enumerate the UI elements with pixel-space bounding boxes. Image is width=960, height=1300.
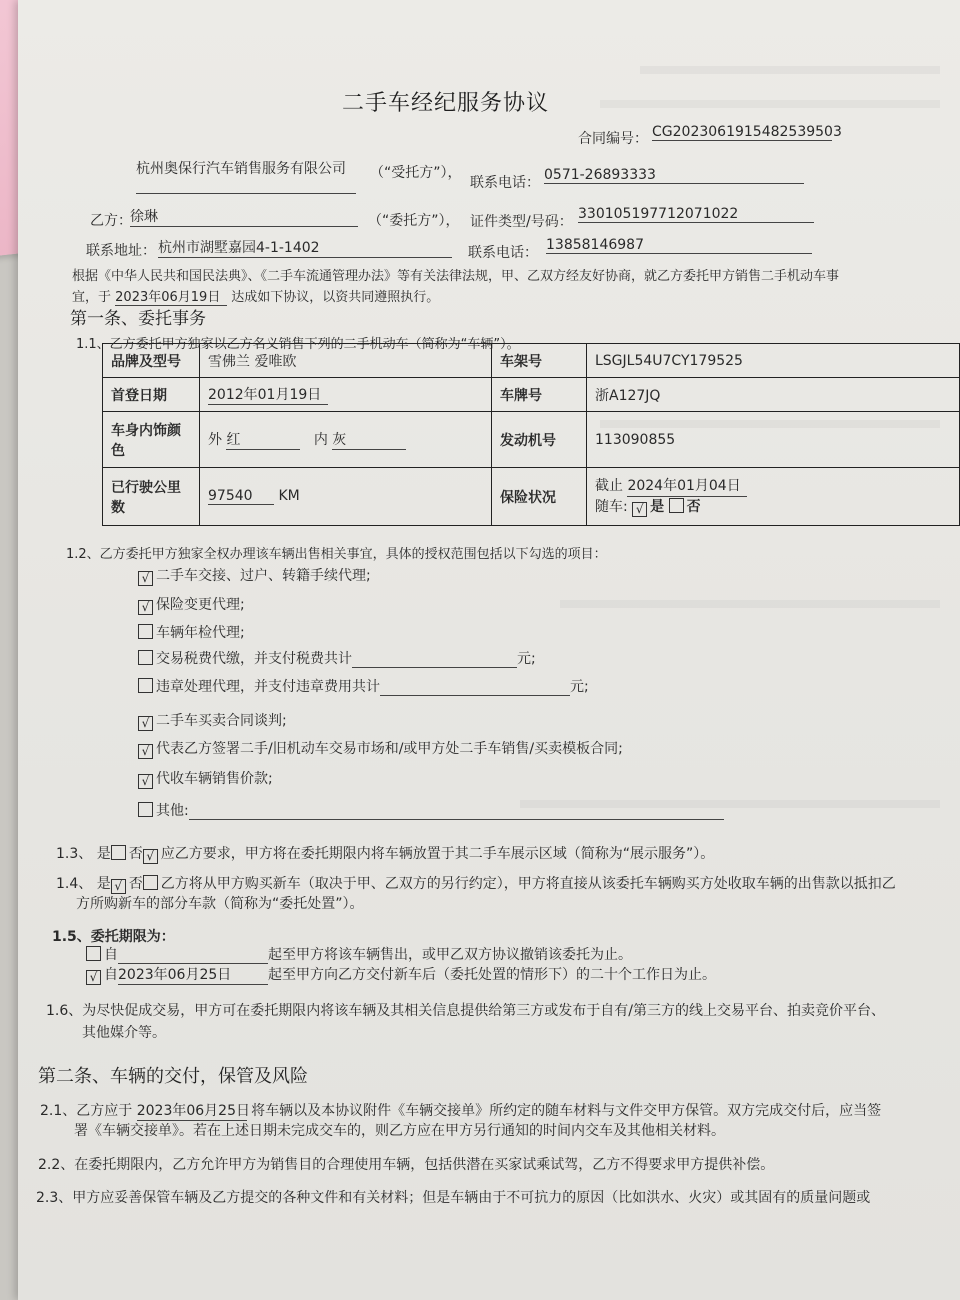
ins-with-label: 随车: (595, 499, 628, 515)
authorization-item (138, 768, 273, 789)
clause-1-4-cont: 方所购新车的部分车款（简称为“委托处置”）。 (76, 896, 364, 912)
clause-1-6-cont: 其他媒介等。 (82, 1025, 166, 1041)
authorization-text: 代收车辆销售价款; (156, 771, 273, 787)
authorization-text: 保险变更代理; (156, 597, 245, 613)
c13-yes-checkbox[interactable] (111, 845, 126, 860)
authorization-checkbox[interactable] (138, 624, 153, 639)
authorization-text: 二手车买卖合同谈判; (156, 713, 287, 729)
authorization-suffix: 元; (517, 651, 536, 667)
party-a-role: （“受托方”）， (370, 165, 462, 181)
engine-label: 发动机号 (492, 412, 587, 468)
authorization-text: 代表乙方签署二手/旧机动车交易市场和/或甲方处二手车销售/买卖模板合同; (156, 741, 623, 757)
engine-value: 113090855 (587, 412, 960, 468)
plate-label: 车牌号 (492, 378, 587, 412)
vin-value: LSGJL54U7CY179525 (587, 344, 960, 378)
authorization-text: 其他: (156, 803, 189, 819)
brand-value: 雪佛兰 爱唯欧 (200, 344, 492, 378)
party-b-role: （“委托方”）， (368, 213, 460, 229)
authorization-checkbox[interactable] (138, 678, 153, 693)
contract-no: CG20230619154825395​03 (652, 124, 842, 140)
brand-label: 品牌及型号 (103, 344, 200, 378)
authorization-checkbox[interactable]: √ (138, 600, 153, 615)
ins-yes-checkbox[interactable]: √ (632, 502, 647, 517)
authorization-text: 二手车交接、过户、转籍手续代理; (156, 568, 371, 584)
vehicle-info-table (102, 343, 960, 526)
km-cell (200, 468, 492, 526)
term-2-date: 2023年06月25日 (118, 964, 268, 985)
c14-yes-checkbox[interactable]: √ (111, 879, 126, 894)
authorization-checkbox[interactable]: √ (138, 774, 153, 789)
term-option-1: 自 起至甲方将该车辆售出，或甲乙双方协议撤销该委托为止。 (86, 944, 632, 964)
authorization-item (138, 622, 245, 642)
clause-1-3: 1.3、 是 否 √ 应乙方要求，甲方将在委托期限内将车辆放置于其二手车展示区域（简称为“展示服务”）。 (56, 846, 715, 863)
vin-label: 车架号 (492, 344, 587, 378)
authorization-item (138, 710, 287, 731)
intro-date: 2023年06月19日 (115, 286, 227, 306)
blank-line (380, 679, 570, 696)
intro-line-1: 根据《中华人民共和国民法典》、《二手车流通管理办法》等有关法律法规，甲、乙双方经友好协商，就乙方委托甲方销售二手机动车事 (72, 269, 840, 284)
term-option-2: √ 自2023年06月25日 起至甲方向乙方交付新车后（委托处置的情形下）的二十个工作日为止。 (86, 964, 716, 985)
term-2-checkbox[interactable]: √ (86, 970, 101, 985)
authorization-text: 交易税费代缴，并支付税费共计 (156, 651, 352, 667)
authorization-checkbox[interactable]: √ (138, 571, 153, 586)
clause-2-1-cont: 署《车辆交接单》。若在上述日期未完成交车的，则乙方应在甲方另行通知的时间内交车及其他相关材料。 (74, 1123, 725, 1139)
party-b-tel: 13858146987 (546, 237, 812, 254)
bleed-through (600, 100, 940, 108)
id-number: 330105197712071022 (578, 206, 814, 223)
color-cell (200, 412, 492, 468)
authorization-text: 违章处理代理，并支付违章费用共计 (156, 679, 380, 695)
km-value: 97540 (208, 488, 274, 505)
party-b-label: 乙方： (90, 213, 132, 229)
ext-value: 红 (226, 429, 300, 450)
article-1-heading: 第一条、委托事务 (70, 309, 206, 329)
authorization-item (138, 594, 245, 615)
authorization-checkbox[interactable]: √ (138, 716, 153, 731)
clause-2-2: 2.2、在委托期限内，乙方允许甲方为销售目的合理使用车辆，包括供潜在买家试乘试驾，乙方不得要求甲方提供补偿。 (38, 1157, 775, 1173)
blank-line (189, 803, 724, 820)
ins-until-value: 2024年01月04日 (627, 476, 747, 497)
authorization-checkbox[interactable]: √ (138, 744, 153, 759)
authorization-item (138, 648, 536, 668)
party-a-underline (136, 193, 356, 194)
clause-1-2: 1.2、乙方委托甲方独家全权办理该车辆出售相关事宜，具体的授权范围包括以下勾选的项目： (66, 547, 607, 562)
authorization-suffix: 元; (570, 679, 589, 695)
party-a-tel-label: 联系电话： (470, 175, 540, 191)
delivery-date: 2023年06月25日 (137, 1100, 247, 1121)
plate-value: 浙A127JQ (587, 378, 960, 412)
ins-until-label: 截止 (595, 478, 623, 494)
km-label: 已行驶公里数 (103, 468, 200, 526)
party-a-tel: 0571-26893333 (544, 167, 804, 184)
ins-no-label: 否 (686, 499, 701, 515)
authorization-checkbox[interactable] (138, 802, 153, 817)
insurance-cell (587, 468, 960, 526)
article-2-heading: 第二条、车辆的交付，保管及风险 (38, 1066, 308, 1087)
authorization-item (138, 738, 623, 759)
clause-1-5: 1.5、委托期限为： (52, 929, 175, 945)
address-label: 联系地址： (86, 243, 156, 259)
reg-date-label: 首登日期 (103, 378, 200, 412)
clause-1-6: 1.6、为尽快促成交易，甲方可在委托期限内将该车辆及其相关信息提供给第三方或发布于自有/第三方的线上交易平台、拍卖竞价平台、 (46, 1003, 885, 1019)
term-1-checkbox[interactable] (86, 946, 101, 961)
id-label: 证件类型/号码： (470, 214, 573, 230)
party-b-tel-label: 联系电话： (468, 245, 538, 261)
reg-date-value: 2012年01月19日 (208, 384, 328, 405)
int-label: 内 (313, 432, 328, 448)
authorization-checkbox[interactable] (138, 650, 153, 665)
doc-title: 二手车经纪服务协议 (342, 91, 550, 116)
insurance-label: 保险状况 (492, 468, 587, 526)
party-b-name: 徐琳 (130, 206, 358, 227)
ins-yes-label: 是 (650, 499, 665, 515)
int-value: 灰 (332, 429, 406, 450)
blank-line (352, 651, 517, 668)
c13-no-checkbox[interactable]: √ (143, 849, 158, 864)
party-a-name: 杭州奥保行汽车销售服务有限公司 (136, 161, 346, 177)
clause-1-4: 1.4、 是 √ 否 乙方将从甲方购买新车（取决于甲、乙双方的另行约定），甲方将直接从该委托车辆购买方处收取车辆的出售款以抵扣乙 (56, 876, 896, 893)
bleed-through (560, 600, 940, 608)
c14-no-checkbox[interactable] (143, 875, 158, 890)
clause-1-1: 1.1、乙方委托甲方独家以乙方名义销售下列的二手机动车（简称为“车辆”）。 (76, 337, 520, 352)
km-unit: KM (278, 488, 300, 504)
reg-date-cell (200, 378, 492, 412)
authorization-text: 车辆年检代理; (156, 625, 245, 641)
color-label: 车身内饰颜色 (103, 412, 200, 468)
bleed-through (640, 66, 940, 74)
intro-line-2: 宜，于 2023年06月19日 达成如下协议，以资共同遵照执行。 (72, 286, 439, 306)
address: 杭州市湖墅嘉园4-1-1402 (158, 237, 452, 258)
authorization-item (138, 800, 724, 820)
clause-2-3: 2.3、甲方应妥善保管车辆及乙方提交的各种文件和有关材料；但是车辆由于不可抗力的原因（比如洪水、火灾）或其固有的质量问题或 (36, 1190, 871, 1206)
clause-2-1: 2.1、乙方应于 2023年06月25日 将车辆以及本协议附件《车辆交接单》所约定的随车材料与文件交甲方保管。双方完成交付后，应当签 (40, 1100, 881, 1121)
ext-label: 外 (208, 432, 222, 448)
authorization-item (138, 565, 371, 586)
authorization-item (138, 676, 589, 696)
ins-no-checkbox[interactable] (669, 498, 684, 513)
contract-no-label: 合同编号： (578, 131, 648, 147)
